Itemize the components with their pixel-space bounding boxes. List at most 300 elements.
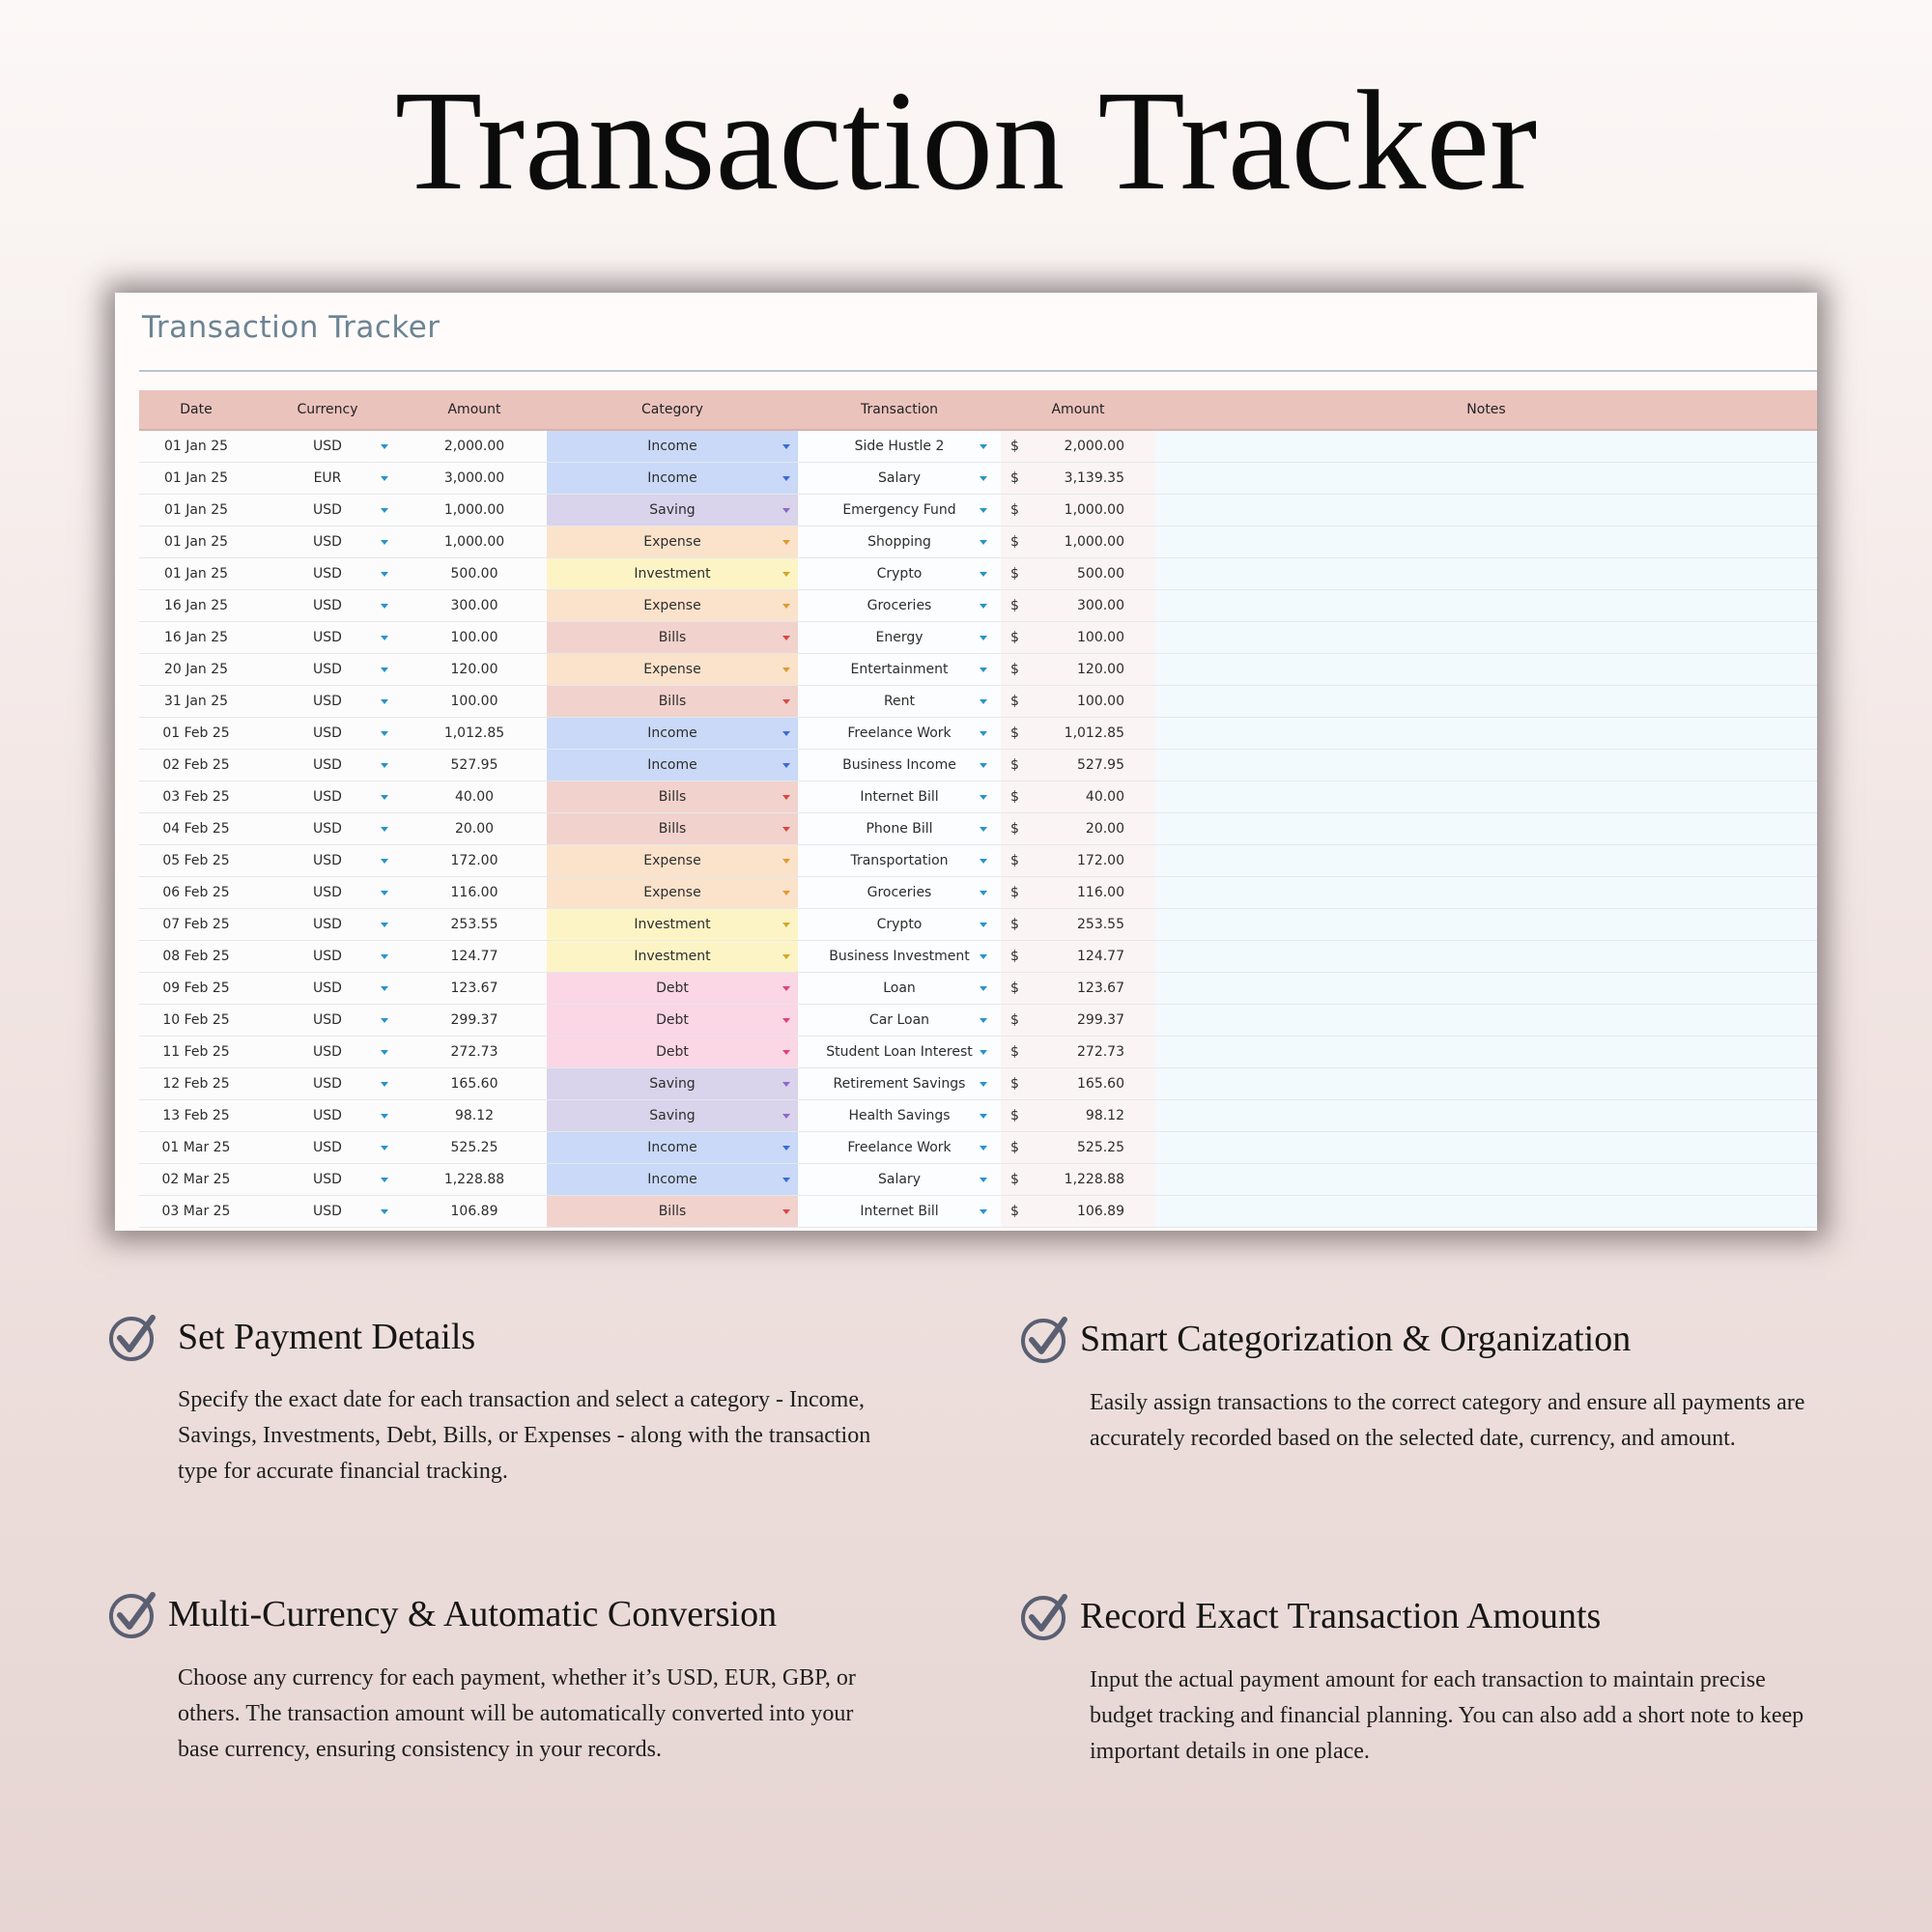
- date-cell[interactable]: [139, 558, 253, 590]
- dropdown-arrow-icon[interactable]: [381, 476, 388, 481]
- date-cell[interactable]: [139, 1196, 253, 1228]
- notes-cell[interactable]: [1155, 1132, 1817, 1164]
- amount-value: 300.00: [450, 598, 498, 613]
- dropdown-arrow-icon[interactable]: [980, 508, 987, 513]
- transaction-dropdown[interactable]: [798, 654, 1001, 686]
- dropdown-arrow-icon[interactable]: [980, 604, 987, 609]
- dropdown-arrow-icon[interactable]: [782, 1209, 790, 1214]
- amount-value: 1,012.85: [443, 725, 505, 741]
- notes-cell[interactable]: [1155, 654, 1817, 686]
- notes-cell[interactable]: [1155, 1164, 1817, 1196]
- date-cell[interactable]: [139, 973, 253, 1005]
- notes-cell[interactable]: [1155, 781, 1817, 813]
- category-dropdown[interactable]: [547, 845, 798, 877]
- notes-cell[interactable]: [1155, 1196, 1817, 1228]
- converted-amount-cell: [1001, 973, 1155, 1005]
- date-cell[interactable]: [139, 590, 253, 622]
- date-cell[interactable]: [139, 813, 253, 845]
- dropdown-arrow-icon[interactable]: [381, 444, 388, 449]
- dropdown-arrow-icon[interactable]: [381, 604, 388, 609]
- notes-cell[interactable]: [1155, 813, 1817, 845]
- amount-cell[interactable]: [402, 590, 547, 622]
- header-converted-amount[interactable]: Amount: [1001, 390, 1155, 430]
- converted-amount-value: 100.00: [1077, 694, 1124, 709]
- notes-cell[interactable]: [1155, 526, 1817, 558]
- currency-dropdown[interactable]: [253, 686, 402, 718]
- date-cell[interactable]: [139, 941, 253, 973]
- dropdown-arrow-icon[interactable]: [381, 699, 388, 704]
- currency-sign: $: [1010, 566, 1019, 582]
- dropdown-arrow-icon[interactable]: [980, 954, 987, 959]
- date-cell[interactable]: [139, 654, 253, 686]
- converted-amount-cell: [1001, 1100, 1155, 1132]
- category-value: Bills: [658, 789, 687, 805]
- dropdown-arrow-icon[interactable]: [782, 1082, 790, 1087]
- category-dropdown[interactable]: [547, 941, 798, 973]
- dropdown-arrow-icon[interactable]: [782, 986, 790, 991]
- date-value: 01 Jan 25: [163, 502, 229, 518]
- dropdown-arrow-icon[interactable]: [782, 1146, 790, 1151]
- currency-dropdown[interactable]: [253, 718, 402, 750]
- category-dropdown[interactable]: [547, 558, 798, 590]
- amount-cell[interactable]: [402, 430, 547, 463]
- currency-dropdown[interactable]: [253, 1100, 402, 1132]
- transaction-dropdown[interactable]: [798, 1196, 1001, 1228]
- amount-cell[interactable]: [402, 750, 547, 781]
- converted-amount-cell: [1001, 750, 1155, 781]
- notes-cell[interactable]: [1155, 845, 1817, 877]
- currency-dropdown[interactable]: [253, 430, 402, 463]
- transaction-dropdown[interactable]: [798, 750, 1001, 781]
- transaction-dropdown[interactable]: [798, 813, 1001, 845]
- transaction-dropdown[interactable]: [798, 781, 1001, 813]
- dropdown-arrow-icon[interactable]: [782, 763, 790, 768]
- dropdown-arrow-icon[interactable]: [980, 827, 987, 832]
- date-cell[interactable]: [139, 1037, 253, 1068]
- dropdown-arrow-icon[interactable]: [980, 668, 987, 672]
- notes-cell[interactable]: [1155, 718, 1817, 750]
- transaction-value: Crypto: [876, 917, 923, 932]
- converted-amount-cell: [1001, 463, 1155, 495]
- dropdown-arrow-icon[interactable]: [381, 731, 388, 736]
- currency-value: USD: [313, 853, 342, 868]
- date-cell[interactable]: [139, 750, 253, 781]
- table-row: [139, 1196, 1817, 1228]
- date-value: 10 Feb 25: [162, 1012, 230, 1028]
- currency-dropdown[interactable]: [253, 590, 402, 622]
- amount-cell[interactable]: [402, 877, 547, 909]
- date-cell[interactable]: [139, 718, 253, 750]
- dropdown-arrow-icon[interactable]: [782, 572, 790, 577]
- converted-amount-cell: [1001, 1037, 1155, 1068]
- date-cell[interactable]: [139, 622, 253, 654]
- dropdown-arrow-icon[interactable]: [782, 923, 790, 927]
- dropdown-arrow-icon[interactable]: [980, 1178, 987, 1182]
- transaction-dropdown[interactable]: [798, 590, 1001, 622]
- converted-amount-value: 20.00: [1085, 821, 1124, 837]
- converted-amount-cell: [1001, 622, 1155, 654]
- dropdown-arrow-icon[interactable]: [782, 604, 790, 609]
- converted-amount-cell: [1001, 1196, 1155, 1228]
- category-dropdown[interactable]: [547, 1132, 798, 1164]
- dropdown-arrow-icon[interactable]: [381, 1178, 388, 1182]
- amount-cell[interactable]: [402, 495, 547, 526]
- dropdown-arrow-icon[interactable]: [980, 1082, 987, 1087]
- amount-cell[interactable]: [402, 973, 547, 1005]
- date-cell[interactable]: [139, 1132, 253, 1164]
- dropdown-arrow-icon[interactable]: [980, 859, 987, 864]
- header-amount[interactable]: Amount: [402, 390, 547, 430]
- transaction-dropdown[interactable]: [798, 909, 1001, 941]
- amount-value: 40.00: [454, 789, 495, 805]
- date-value: 11 Feb 25: [162, 1044, 230, 1060]
- dropdown-arrow-icon[interactable]: [381, 636, 388, 640]
- amount-cell[interactable]: [402, 1037, 547, 1068]
- notes-cell[interactable]: [1155, 1037, 1817, 1068]
- currency-dropdown[interactable]: [253, 973, 402, 1005]
- dropdown-arrow-icon[interactable]: [980, 1050, 987, 1055]
- transaction-dropdown[interactable]: [798, 1100, 1001, 1132]
- category-dropdown[interactable]: [547, 526, 798, 558]
- category-dropdown[interactable]: [547, 1164, 798, 1196]
- amount-cell[interactable]: [402, 1005, 547, 1037]
- currency-dropdown[interactable]: [253, 558, 402, 590]
- date-cell[interactable]: [139, 526, 253, 558]
- dropdown-arrow-icon[interactable]: [381, 1082, 388, 1087]
- amount-cell[interactable]: [402, 941, 547, 973]
- notes-cell[interactable]: [1155, 1100, 1817, 1132]
- dropdown-arrow-icon[interactable]: [782, 795, 790, 800]
- currency-dropdown[interactable]: [253, 526, 402, 558]
- dropdown-arrow-icon[interactable]: [980, 795, 987, 800]
- notes-cell[interactable]: [1155, 590, 1817, 622]
- currency-sign: $: [1010, 598, 1019, 613]
- header-notes[interactable]: Notes: [1155, 390, 1817, 430]
- date-cell[interactable]: [139, 430, 253, 463]
- category-dropdown[interactable]: [547, 622, 798, 654]
- header-currency[interactable]: Currency: [253, 390, 402, 430]
- category-dropdown[interactable]: [547, 1037, 798, 1068]
- currency-value: USD: [313, 630, 342, 645]
- notes-cell[interactable]: [1155, 973, 1817, 1005]
- notes-cell[interactable]: [1155, 463, 1817, 495]
- category-value: Income: [647, 725, 697, 741]
- table-row: [139, 813, 1817, 845]
- dropdown-arrow-icon[interactable]: [980, 1209, 987, 1214]
- currency-dropdown[interactable]: [253, 1005, 402, 1037]
- date-cell[interactable]: [139, 1068, 253, 1100]
- amount-cell[interactable]: [402, 781, 547, 813]
- dropdown-arrow-icon[interactable]: [980, 1114, 987, 1119]
- table-row: [139, 686, 1817, 718]
- header-category[interactable]: Category: [547, 390, 798, 430]
- dropdown-arrow-icon[interactable]: [980, 476, 987, 481]
- category-value: Investment: [634, 566, 711, 582]
- amount-cell[interactable]: [402, 558, 547, 590]
- transaction-dropdown[interactable]: [798, 430, 1001, 463]
- notes-cell[interactable]: [1155, 1005, 1817, 1037]
- date-cell[interactable]: [139, 909, 253, 941]
- dropdown-arrow-icon[interactable]: [381, 986, 388, 991]
- category-dropdown[interactable]: [547, 654, 798, 686]
- currency-dropdown[interactable]: [253, 750, 402, 781]
- dropdown-arrow-icon[interactable]: [381, 1018, 388, 1023]
- date-cell[interactable]: [139, 463, 253, 495]
- notes-cell[interactable]: [1155, 686, 1817, 718]
- category-dropdown[interactable]: [547, 781, 798, 813]
- transaction-value: Internet Bill: [860, 1204, 939, 1219]
- table-row: [139, 973, 1817, 1005]
- amount-cell[interactable]: [402, 1132, 547, 1164]
- dropdown-arrow-icon[interactable]: [381, 795, 388, 800]
- dropdown-arrow-icon[interactable]: [782, 508, 790, 513]
- dropdown-arrow-icon[interactable]: [980, 699, 987, 704]
- category-dropdown[interactable]: [547, 495, 798, 526]
- dropdown-arrow-icon[interactable]: [782, 859, 790, 864]
- notes-cell[interactable]: [1155, 1068, 1817, 1100]
- amount-cell[interactable]: [402, 909, 547, 941]
- amount-cell[interactable]: [402, 654, 547, 686]
- transaction-dropdown[interactable]: [798, 877, 1001, 909]
- category-value: Saving: [649, 1076, 696, 1092]
- currency-value: EUR: [313, 470, 342, 486]
- dropdown-arrow-icon[interactable]: [782, 444, 790, 449]
- transaction-value: Rent: [883, 694, 916, 709]
- transaction-dropdown[interactable]: [798, 686, 1001, 718]
- dropdown-arrow-icon[interactable]: [381, 1146, 388, 1151]
- date-value: 01 Jan 25: [163, 534, 229, 550]
- amount-cell[interactable]: [402, 686, 547, 718]
- converted-amount-value: 120.00: [1077, 662, 1124, 677]
- currency-dropdown[interactable]: [253, 495, 402, 526]
- dropdown-arrow-icon[interactable]: [381, 923, 388, 927]
- dropdown-arrow-icon[interactable]: [381, 540, 388, 545]
- table-row: [139, 1132, 1817, 1164]
- currency-dropdown[interactable]: [253, 941, 402, 973]
- amount-value: 172.00: [450, 853, 498, 868]
- spreadsheet-panel: [115, 293, 1817, 1231]
- category-dropdown[interactable]: [547, 590, 798, 622]
- transaction-table: [139, 390, 1817, 1228]
- category-value: Bills: [658, 694, 687, 709]
- dropdown-arrow-icon[interactable]: [381, 954, 388, 959]
- category-dropdown[interactable]: [547, 686, 798, 718]
- dropdown-arrow-icon[interactable]: [980, 1146, 987, 1151]
- notes-cell[interactable]: [1155, 622, 1817, 654]
- category-dropdown[interactable]: [547, 463, 798, 495]
- category-dropdown[interactable]: [547, 877, 798, 909]
- dropdown-arrow-icon[interactable]: [980, 1018, 987, 1023]
- currency-dropdown[interactable]: [253, 622, 402, 654]
- dropdown-arrow-icon[interactable]: [980, 572, 987, 577]
- dropdown-arrow-icon[interactable]: [782, 827, 790, 832]
- notes-cell[interactable]: [1155, 909, 1817, 941]
- dropdown-arrow-icon[interactable]: [381, 572, 388, 577]
- dropdown-arrow-icon[interactable]: [980, 763, 987, 768]
- dropdown-arrow-icon[interactable]: [980, 986, 987, 991]
- currency-dropdown[interactable]: [253, 781, 402, 813]
- currency-dropdown[interactable]: [253, 1132, 402, 1164]
- dropdown-arrow-icon[interactable]: [381, 508, 388, 513]
- dropdown-arrow-icon[interactable]: [782, 954, 790, 959]
- dropdown-arrow-icon[interactable]: [980, 891, 987, 895]
- category-dropdown[interactable]: [547, 1005, 798, 1037]
- feature-title: Multi-Currency & Automatic Conversion: [168, 1594, 778, 1634]
- dropdown-arrow-icon[interactable]: [782, 891, 790, 895]
- dropdown-arrow-icon[interactable]: [381, 1209, 388, 1214]
- date-cell[interactable]: [139, 877, 253, 909]
- amount-cell[interactable]: [402, 463, 547, 495]
- dropdown-arrow-icon[interactable]: [980, 731, 987, 736]
- currency-value: USD: [313, 917, 342, 932]
- transaction-dropdown[interactable]: [798, 1005, 1001, 1037]
- date-cell[interactable]: [139, 495, 253, 526]
- date-cell[interactable]: [139, 1100, 253, 1132]
- notes-cell[interactable]: [1155, 495, 1817, 526]
- amount-cell[interactable]: [402, 718, 547, 750]
- transaction-dropdown[interactable]: [798, 941, 1001, 973]
- category-value: Saving: [649, 1108, 696, 1123]
- category-value: Debt: [656, 1012, 689, 1028]
- transaction-dropdown[interactable]: [798, 1037, 1001, 1068]
- transaction-dropdown[interactable]: [798, 1164, 1001, 1196]
- currency-dropdown[interactable]: [253, 813, 402, 845]
- currency-dropdown[interactable]: [253, 845, 402, 877]
- category-dropdown[interactable]: [547, 718, 798, 750]
- amount-cell[interactable]: [402, 526, 547, 558]
- table-row: [139, 430, 1817, 463]
- category-dropdown[interactable]: [547, 909, 798, 941]
- category-dropdown[interactable]: [547, 813, 798, 845]
- transaction-value: Health Savings: [848, 1108, 951, 1123]
- category-dropdown[interactable]: [547, 1068, 798, 1100]
- date-cell[interactable]: [139, 1164, 253, 1196]
- dropdown-arrow-icon[interactable]: [381, 763, 388, 768]
- currency-dropdown[interactable]: [253, 877, 402, 909]
- currency-dropdown[interactable]: [253, 463, 402, 495]
- currency-sign: $: [1010, 1012, 1019, 1028]
- transaction-value: Student Loan Interest: [826, 1044, 973, 1060]
- amount-cell[interactable]: [402, 1100, 547, 1132]
- dropdown-arrow-icon[interactable]: [782, 1114, 790, 1119]
- dropdown-arrow-icon[interactable]: [980, 444, 987, 449]
- currency-sign: $: [1010, 789, 1019, 805]
- amount-value: 500.00: [450, 566, 498, 582]
- notes-cell[interactable]: [1155, 877, 1817, 909]
- date-cell[interactable]: [139, 1005, 253, 1037]
- dropdown-arrow-icon[interactable]: [381, 891, 388, 895]
- category-dropdown[interactable]: [547, 1100, 798, 1132]
- amount-cell[interactable]: [402, 813, 547, 845]
- currency-dropdown[interactable]: [253, 654, 402, 686]
- transaction-dropdown[interactable]: [798, 718, 1001, 750]
- transaction-dropdown[interactable]: [798, 1068, 1001, 1100]
- page-title: Transaction Tracker: [394, 62, 1538, 220]
- notes-cell[interactable]: [1155, 941, 1817, 973]
- dropdown-arrow-icon[interactable]: [782, 1178, 790, 1182]
- transaction-value: Side Hustle 2: [854, 439, 945, 454]
- currency-value: USD: [313, 725, 342, 741]
- amount-value: 123.67: [450, 980, 498, 996]
- notes-cell[interactable]: [1155, 750, 1817, 781]
- notes-cell[interactable]: [1155, 558, 1817, 590]
- currency-dropdown[interactable]: [253, 1164, 402, 1196]
- currency-value: USD: [313, 598, 342, 613]
- date-cell[interactable]: [139, 845, 253, 877]
- header-date[interactable]: Date: [139, 390, 253, 430]
- currency-value: USD: [313, 502, 342, 518]
- dropdown-arrow-icon[interactable]: [782, 699, 790, 704]
- amount-cell[interactable]: [402, 1164, 547, 1196]
- dropdown-arrow-icon[interactable]: [980, 540, 987, 545]
- dropdown-arrow-icon[interactable]: [782, 1050, 790, 1055]
- currency-sign: $: [1010, 1076, 1019, 1092]
- currency-value: USD: [313, 789, 342, 805]
- currency-dropdown[interactable]: [253, 1196, 402, 1228]
- transaction-dropdown[interactable]: [798, 1132, 1001, 1164]
- converted-amount-cell: [1001, 1164, 1155, 1196]
- date-cell[interactable]: [139, 686, 253, 718]
- dropdown-arrow-icon[interactable]: [782, 636, 790, 640]
- dropdown-arrow-icon[interactable]: [782, 731, 790, 736]
- notes-cell[interactable]: [1155, 430, 1817, 463]
- dropdown-arrow-icon[interactable]: [381, 1114, 388, 1119]
- amount-cell[interactable]: [402, 622, 547, 654]
- transaction-dropdown[interactable]: [798, 463, 1001, 495]
- header-transaction[interactable]: Transaction: [798, 390, 1001, 430]
- dropdown-arrow-icon[interactable]: [980, 923, 987, 927]
- amount-cell[interactable]: [402, 1196, 547, 1228]
- transaction-dropdown[interactable]: [798, 845, 1001, 877]
- amount-cell[interactable]: [402, 845, 547, 877]
- category-dropdown[interactable]: [547, 973, 798, 1005]
- dropdown-arrow-icon[interactable]: [782, 476, 790, 481]
- currency-dropdown[interactable]: [253, 1068, 402, 1100]
- currency-value: USD: [313, 1108, 342, 1123]
- category-dropdown[interactable]: [547, 430, 798, 463]
- dropdown-arrow-icon[interactable]: [381, 827, 388, 832]
- transaction-dropdown[interactable]: [798, 495, 1001, 526]
- dropdown-arrow-icon[interactable]: [782, 540, 790, 545]
- currency-dropdown[interactable]: [253, 909, 402, 941]
- table-row: [139, 941, 1817, 973]
- dropdown-arrow-icon[interactable]: [381, 668, 388, 672]
- category-value: Income: [647, 1172, 697, 1187]
- currency-sign: $: [1010, 1044, 1019, 1060]
- category-value: Investment: [634, 917, 711, 932]
- transaction-dropdown[interactable]: [798, 558, 1001, 590]
- dropdown-arrow-icon[interactable]: [381, 859, 388, 864]
- dropdown-arrow-icon[interactable]: [381, 1050, 388, 1055]
- transaction-dropdown[interactable]: [798, 622, 1001, 654]
- transaction-value: Transportation: [850, 853, 949, 868]
- category-value: Income: [647, 757, 697, 773]
- amount-value: 1,000.00: [443, 534, 505, 550]
- date-cell[interactable]: [139, 781, 253, 813]
- currency-dropdown[interactable]: [253, 1037, 402, 1068]
- amount-cell[interactable]: [402, 1068, 547, 1100]
- transaction-dropdown[interactable]: [798, 526, 1001, 558]
- dropdown-arrow-icon[interactable]: [980, 636, 987, 640]
- dropdown-arrow-icon[interactable]: [782, 668, 790, 672]
- converted-amount-value: 165.60: [1077, 1076, 1124, 1092]
- category-dropdown[interactable]: [547, 1196, 798, 1228]
- category-dropdown[interactable]: [547, 750, 798, 781]
- date-value: 05 Feb 25: [162, 853, 230, 868]
- dropdown-arrow-icon[interactable]: [782, 1018, 790, 1023]
- transaction-dropdown[interactable]: [798, 973, 1001, 1005]
- currency-value: USD: [313, 439, 342, 454]
